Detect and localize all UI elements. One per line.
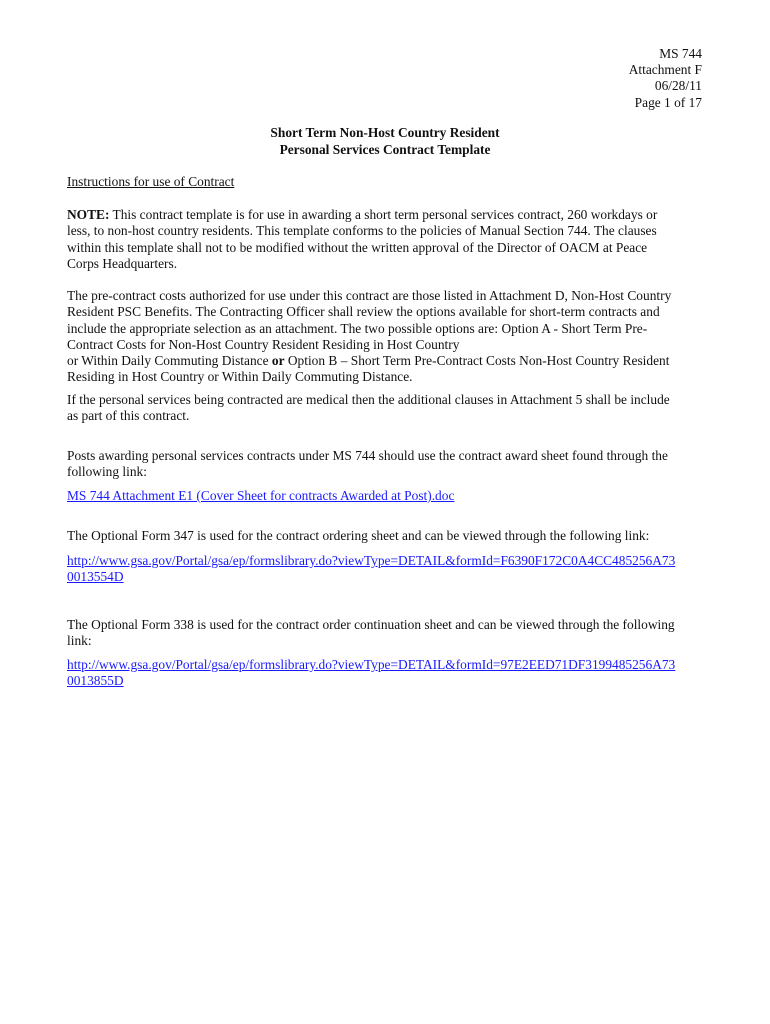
cover-sheet-link[interactable]: MS 744 Attachment E1 (Cover Sheet for contracts Awarded at Post).doc [67,488,455,503]
attachment-label: Attachment F [628,62,702,78]
of338-line-2: link: [67,633,92,649]
posts-link-row [67,488,707,504]
precontract-line-3: include the appropriate selection as an attachment. The two possible options are: Option A - Short Term Pre- [67,320,648,336]
precontract-line-5: or Within Daily Commuting Distance or Option B – Short Term Pre-Contract Costs Non-Host Country Resident [67,353,670,369]
note-line-2: less, to non-host country residents. This template conforms to the policies of Manual Section 744. The clauses [67,223,657,239]
precontract-line-1: The pre-contract costs authorized for use under this contract are those listed in Attachment D, Non-Host Country [67,288,672,303]
posts-line-1: Posts awarding personal services contracts under MS 744 should use the contract award sheet found through the [67,448,668,463]
note-paragraph [67,207,707,272]
doc-date: 06/28/11 [654,78,702,94]
of338-line-1: The Optional Form 338 is used for the contract order continuation sheet and can be viewed through the following [67,617,675,632]
note-line-3: within this template shall not to be modified without the written approval of the Director of OACM at Peace [67,239,648,255]
medical-line-2: as part of this contract. [67,408,190,424]
posts-line-2: following link: [67,464,147,480]
document-title [0,125,770,158]
medical-paragraph [67,392,707,425]
precontract-line-2: Resident PSC Benefits. The Contracting Officer shall review the options available for short-term contracts and [67,304,660,320]
of347-paragraph: The Optional Form 347 is used for the contract ordering sheet and can be viewed through the following link: [67,528,650,543]
precontract-line-4: Contract Costs for Non-Host Country Resident Residing in Host Country [67,336,460,352]
doc-number: MS 744 [659,46,702,61]
of338-paragraph [67,617,707,650]
posts-paragraph [67,448,707,481]
note-line-1: NOTE: This contract template is for use in awarding a short term personal services contract, 260 workdays or [67,207,658,222]
title-line-1: Short Term Non-Host Country Resident [270,125,500,140]
of338-link[interactable]: http://www.gsa.gov/Portal/gsa/ep/formslibrary.do?viewType=DETAIL&formId=97E2EED71DF3199485256A73 0013855D [67,657,676,689]
medical-line-1: If the personal services being contracted are medical then the additional clauses in Attachment 5 shall be include [67,392,670,407]
precontract-paragraph [67,288,707,386]
of347-link-block [67,553,707,586]
of347-link[interactable]: http://www.gsa.gov/Portal/gsa/ep/formslibrary.do?viewType=DETAIL&formId=F6390F172C0A4CC485256A73 0013554D [67,553,676,585]
note-line-4: Corps Headquarters. [67,255,178,271]
document-header [502,46,702,111]
precontract-line-6: Residing in Host Country or Within Daily Commuting Distance. [67,369,413,385]
title-line-2: Personal Services Contract Template [279,141,491,157]
instructions-heading: Instructions for use of Contract [67,174,235,189]
of338-link-block [67,657,707,690]
note-label: NOTE: [67,207,110,222]
page-number: Page 1 of 17 [634,94,702,110]
